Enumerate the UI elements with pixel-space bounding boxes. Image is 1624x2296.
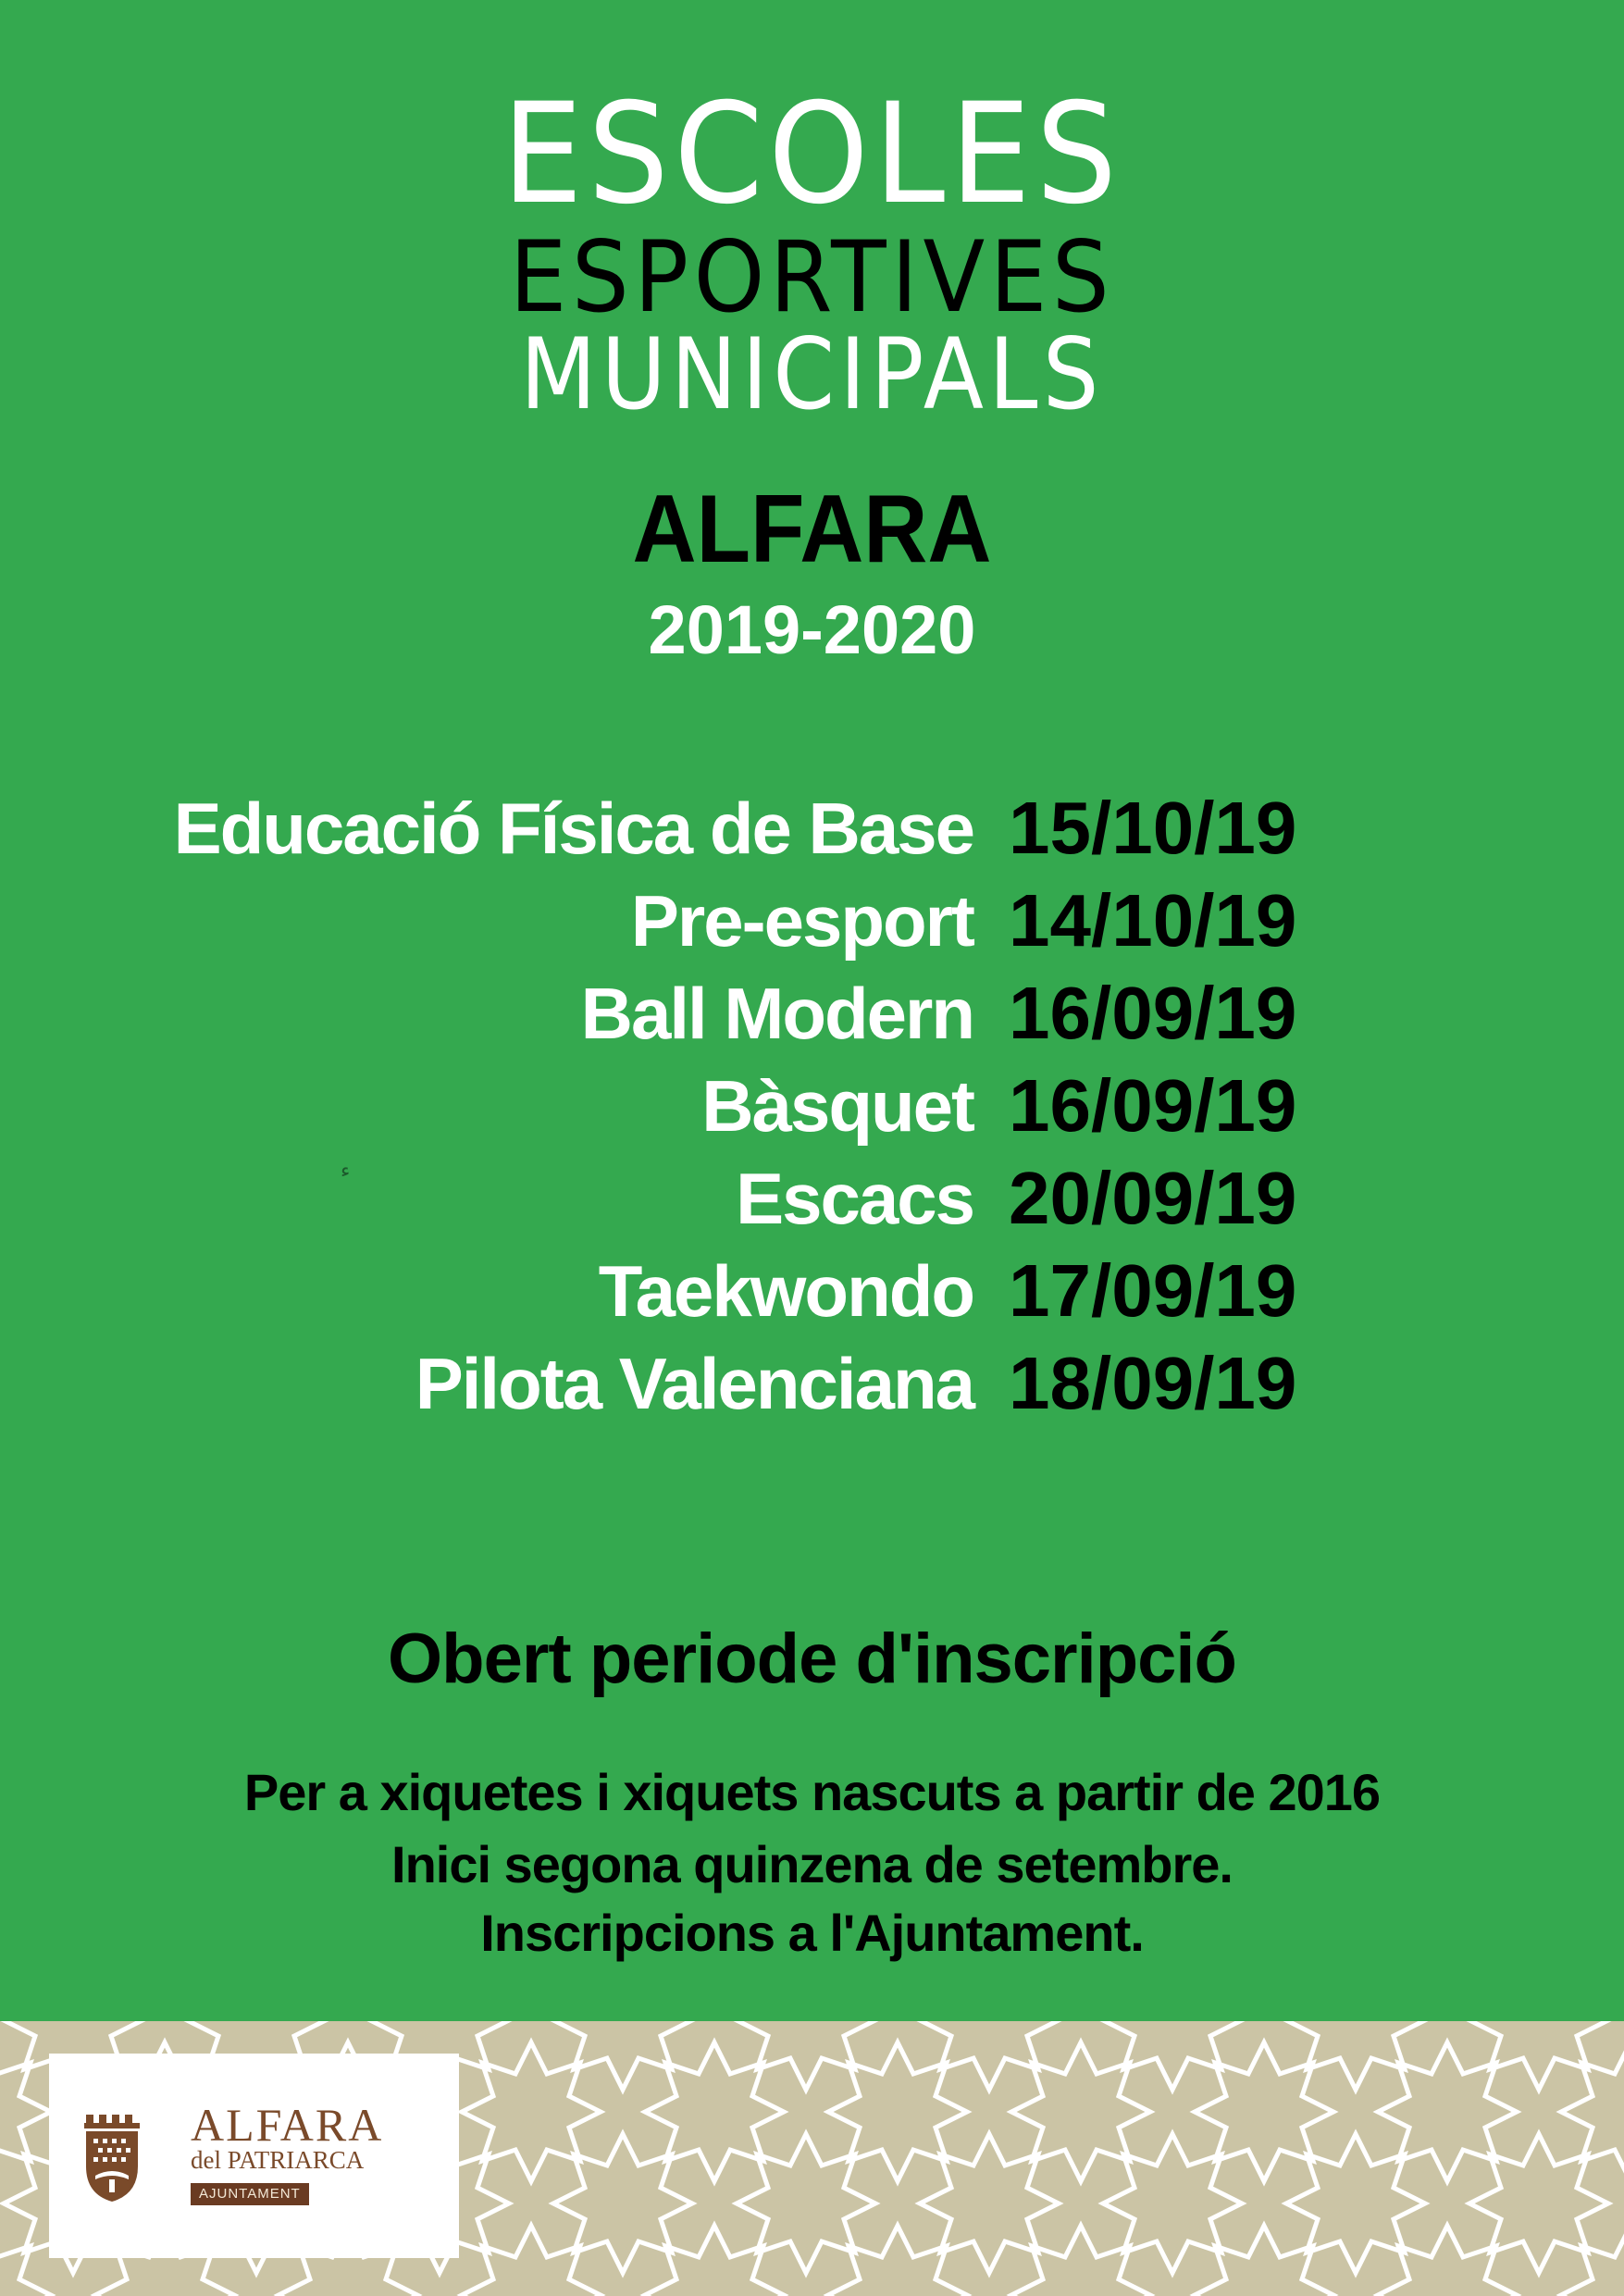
schedule-row [0, 1342, 1624, 1425]
sport-name: Bàsquet [701, 1065, 973, 1147]
start-date: 20/09/19 [1009, 1157, 1297, 1239]
sport-name: Pre-esport [630, 880, 973, 962]
start-date: 18/09/19 [1009, 1342, 1297, 1424]
schedule-row [0, 787, 1624, 870]
sport-name: Educació Física de Base [173, 788, 973, 869]
start-date: 15/10/19 [1009, 787, 1297, 869]
town-name: ALFARA [632, 476, 992, 583]
logo-tag: AJUNTAMENT [191, 2183, 309, 2205]
title-line-escoles: ESCOLES [502, 74, 1122, 235]
registration-heading: Obert periode d'inscripció [388, 1620, 1236, 1698]
title-line-municipals: MUNICIPALS [520, 317, 1104, 431]
sport-name: Pilota Valenciana [415, 1343, 973, 1424]
coat-of-arms-icon [82, 2109, 142, 2205]
start-date: 16/09/19 [1009, 972, 1297, 1054]
sport-name: Ball Modern [580, 973, 973, 1054]
schedule-row [0, 1249, 1624, 1333]
title-line-esportives: ESPORTIVES [509, 220, 1115, 334]
start-date: 16/09/19 [1009, 1064, 1297, 1147]
stray-mark: ء [341, 1159, 351, 1182]
season-years: 2019-2020 [648, 591, 976, 668]
registration-start: Inici segona quinzena de setembre. [391, 1835, 1233, 1893]
schedule-row [0, 1157, 1624, 1240]
logo-subtitle: del PATRIARCA [191, 2146, 365, 2174]
start-date: 17/09/19 [1009, 1249, 1297, 1332]
registration-eligibility: Per a xiquetes i xiquets nascuts a partir de 2016 [243, 1763, 1381, 1821]
start-date: 14/10/19 [1009, 879, 1297, 962]
schedule-row [0, 1064, 1624, 1148]
sport-name: Escacs [736, 1158, 973, 1239]
logo-name: ALFARA [191, 2099, 384, 2151]
schedule-row [0, 879, 1624, 962]
sport-name: Taekwondo [598, 1250, 973, 1332]
municipal-logo [49, 2054, 459, 2258]
registration-location: Inscripcions a l'Ajuntament. [480, 1904, 1144, 1962]
schedule-row [0, 972, 1624, 1055]
